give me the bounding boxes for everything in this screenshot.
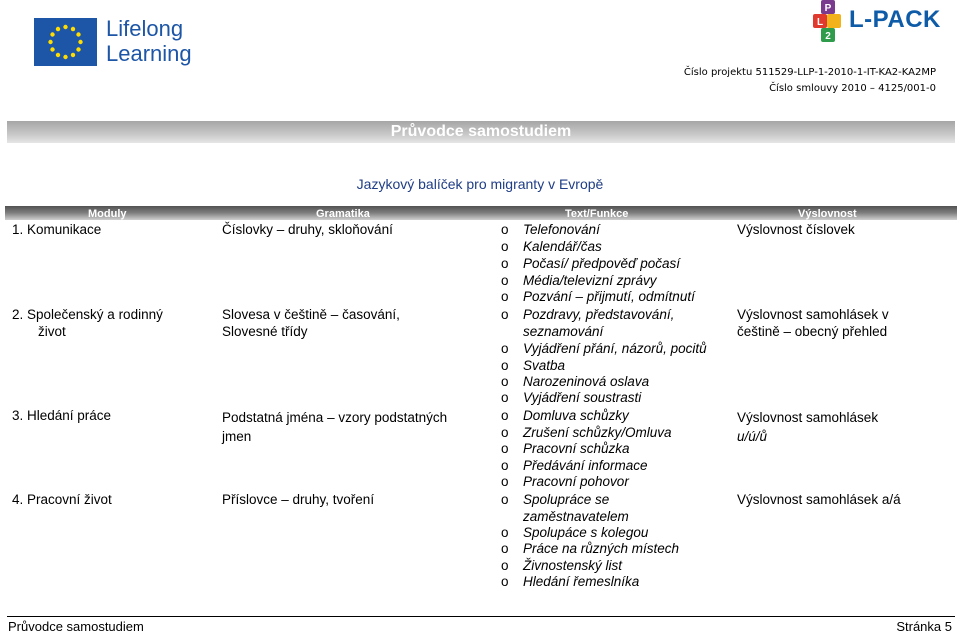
bullet-icon: o: [501, 374, 509, 389]
table-row-2-grammar: Slovesa v češtině – časování, Slovesné třídy: [222, 307, 400, 339]
table-row-1-module: 1. Komunikace: [12, 222, 102, 237]
flag-star-icon: [63, 25, 67, 29]
bullet-icon: o: [501, 273, 509, 288]
bullet-icon: o: [501, 525, 509, 540]
contract-number: Číslo smlouvy 2010 – 4125/001-0: [769, 83, 936, 94]
page-title: Průvodce samostudiem: [7, 121, 955, 143]
flag-star-icon: [50, 47, 54, 51]
flag-star-icon: [71, 27, 75, 31]
bullet-icon: o: [501, 239, 509, 254]
bullet-icon: o: [501, 307, 509, 322]
footer-title: Průvodce samostudiem: [8, 619, 144, 634]
bullet-icon: o: [501, 408, 509, 423]
bullet-icon: o: [501, 492, 509, 507]
bullet-icon: o: [501, 358, 509, 373]
logo-letter-p: P: [824, 3, 832, 14]
lifelong-learning-logo: [34, 16, 194, 72]
header-vyslovnost: Výslovnost: [798, 208, 857, 220]
flag-star-icon: [56, 27, 60, 31]
bullet-icon: o: [501, 474, 509, 489]
flag-star-icon: [76, 47, 80, 51]
project-number: Číslo projektu 511529-LLP-1-2010-1-IT-KA2-KA2MP: [683, 67, 936, 78]
header-text-funkce: Text/Funkce: [565, 208, 629, 220]
bullet-icon: o: [501, 441, 509, 456]
logo-line-1: Lifelong: [106, 16, 184, 41]
bullet-icon: o: [501, 458, 509, 473]
bullet-icon: o: [501, 289, 509, 304]
table-row-3-grammar: Podstatná jména – vzory podstatných jmen: [222, 410, 448, 444]
logo-letter-l: L: [816, 17, 824, 28]
header-moduly: Moduly: [88, 208, 127, 220]
bullet-icon: o: [501, 425, 509, 440]
logo-letter-2: 2: [825, 31, 831, 42]
table-row-3-module: 3. Hledání práce: [12, 408, 112, 423]
flag-star-icon: [71, 53, 75, 57]
bullet-icon: o: [501, 341, 509, 356]
bullet-icon: o: [501, 541, 509, 556]
bullet-icon: o: [501, 256, 509, 271]
flag-star-icon: [78, 40, 82, 44]
lpack-wordmark: L-PACK: [849, 6, 941, 33]
table-row-4-pronunciation: Výslovnost samohlásek a/á: [737, 492, 901, 507]
table-row-2-module: 2. Společenský a rodinný život: [12, 307, 163, 339]
table-row-1-grammar: Číslovky – druhy, skloňování: [222, 222, 393, 237]
bullet-icon: o: [501, 574, 509, 589]
flag-star-icon: [48, 40, 52, 44]
table-row-4-grammar: Příslovce – druhy, tvoření: [222, 492, 375, 507]
flag-star-icon: [63, 55, 67, 59]
table-row-1-pronunciation: Výslovnost číslovek: [737, 222, 855, 237]
footer-divider: [7, 616, 955, 617]
lpack-logo: [811, 0, 946, 42]
page-subtitle: Jazykový balíček pro migranty v Evropě: [356, 176, 604, 192]
logo-line-2: Learning: [106, 41, 192, 66]
flag-star-icon: [50, 32, 54, 36]
page-number: Stránka 5: [896, 619, 952, 634]
table-row-2-pronunciation: Výslovnost samohlásek v češtině – obecný přehled: [737, 307, 889, 339]
bullet-icon: o: [501, 390, 509, 405]
table-row-4-module: 4. Pracovní život: [12, 492, 112, 507]
flag-star-icon: [56, 53, 60, 57]
header-gramatika: Gramatika: [316, 208, 370, 220]
lpack-cube-icon: [811, 0, 847, 42]
bullet-icon: o: [501, 558, 509, 573]
flag-star-icon: [76, 32, 80, 36]
eu-flag-icon: [34, 18, 97, 66]
bullet-icon: o: [501, 222, 509, 237]
table-row-3-pronunciation: Výslovnost samohlásek u/ú/ů: [737, 410, 879, 444]
table-header: [5, 206, 957, 220]
